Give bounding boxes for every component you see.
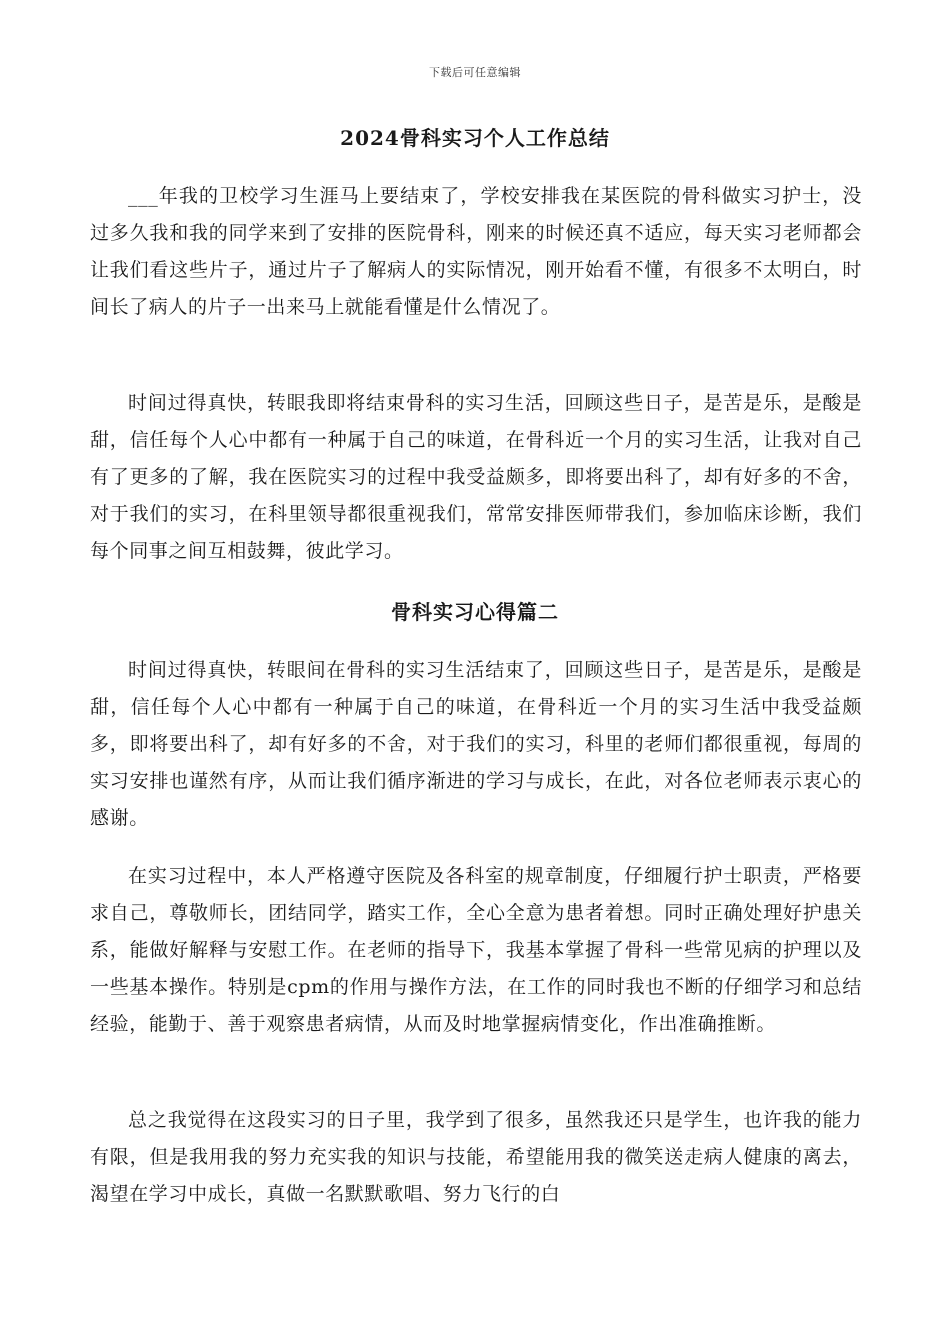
paragraph: 总之我觉得在这段实习的日子里，我学到了很多，虽然我还只是学生，也许我的能力有限，但是我用我的努力充实我的知识与技能，希望能用我的微笑送走病人健康的离去，渴望在学习中成长，真做一名默默歌唱、努力飞行的白 (90, 1109, 862, 1205)
document-title: 2024骨科实习个人工作总结 (340, 126, 610, 150)
paragraph: 时间过得真快，转眼间在骨科的实习生活结束了，回顾这些日子，是苦是乐，是酸是甜，信任每个人心中都有一种属于自己的味道，在骨科近一个月的实习生活中我受益颇多，即将要出科了，却有好多的不舍，对于我们的实习，科里的老师们都很重视，每周的实习安排也谨然有序，从而让我们循序渐进的学习与成长，在此，对各位老师表示衷心的感谢。 (90, 659, 862, 829)
paragraph: 时间过得真快，转眼我即将结束骨科的实习生活，回顾这些日子，是苦是乐，是酸是甜，信任每个人心中都有一种属于自己的味道，在骨科近一个月的实习生活，让我对自己有了更多的了解，我在医院实习的过程中我受益颇多，即将要出科了，却有好多的不舍，对于我们的实习，在科里领导都很重视我们，常常安排医师带我们，参加临床诊断，我们每个同事之间互相鼓舞，彼此学习。 (90, 392, 862, 562)
paragraph: 在实习过程中，本人严格遵守医院及各科室的规章制度，仔细履行护士职责，严格要求自己，尊敬师长，团结同学，踏实工作，全心全意为患者着想。同时正确处理好护患关系，能做好解释与安慰工作。在老师的指导下，我基本掌握了骨科一些常见病的护理以及一些基本操作。特别是cpm的作用与操作方法，在工作的同时我也不断的仔细学习和总结经验，能勤于、善于观察患者病情，从而及时地掌握病情变化，作出准确推断。 (90, 865, 862, 1035)
paragraph: ___年我的卫校学习生涯马上要结束了，学校安排我在某医院的骨科做实习护士，没过多久我和我的同学来到了安排的医院骨科，刚来的时候还真不适应，每天实习老师都会让我们看这些片子，通过片子了解病人的实际情况，刚开始看不懂，有很多不太明白，时间长了病人的片子一出来马上就能看懂是什么情况了。 (90, 185, 862, 318)
section-heading: 骨科实习心得篇二 (391, 600, 559, 624)
header-note: 下载后可任意编辑 (429, 66, 521, 79)
